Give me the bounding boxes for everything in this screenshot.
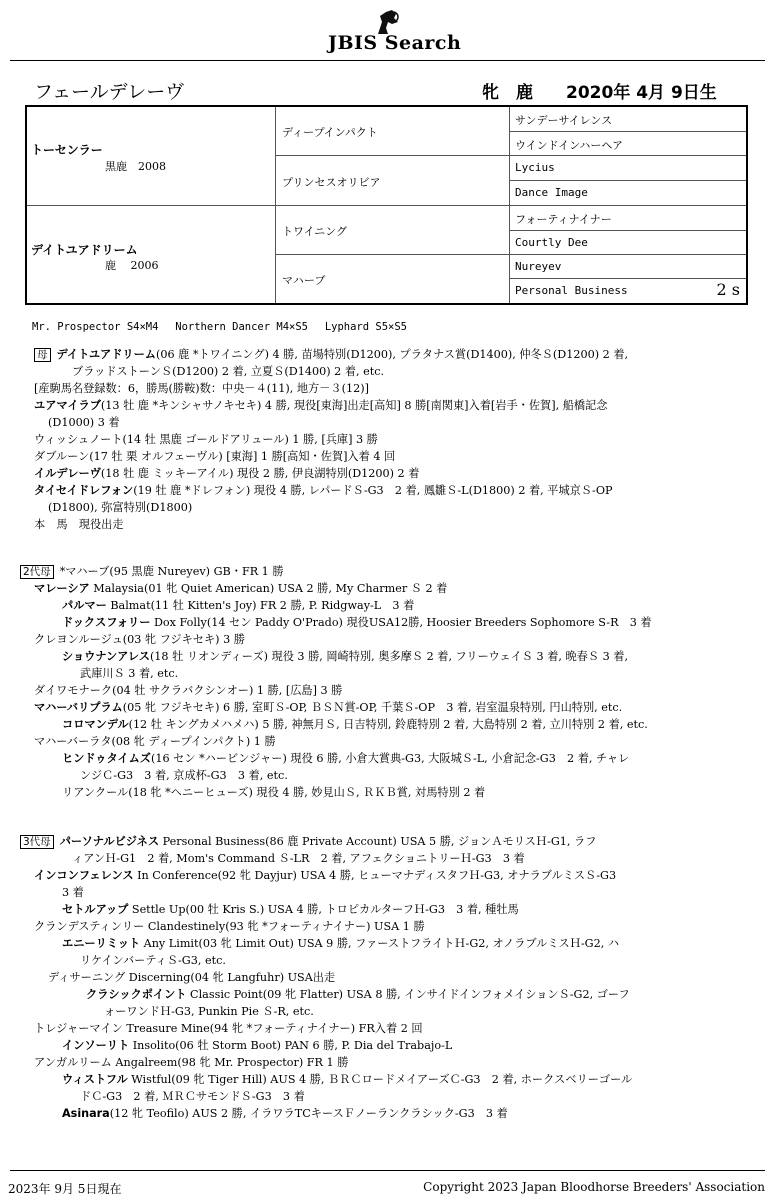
record-line <box>20 699 760 716</box>
record-line <box>20 431 760 448</box>
horse-name-link[interactable]: マハーバリプラム <box>34 701 123 714</box>
record-line <box>20 563 760 580</box>
horse-name-link[interactable]: クラシックポイント <box>86 988 187 1001</box>
record-line <box>20 499 760 516</box>
record-text: (18 牡 リオンディーズ) 現役 3 勝, 岡崎特別, 奥多摩Ｓ 2 着, フリーウェイＳ 3 着, 晩春Ｓ 3 着, <box>149 650 629 663</box>
record-text: (16 セン *ハービンジャー) 現役 6 勝, 小倉大賞典-G3, 大阪城Ｓ-L, 小倉記念-G3 2 着, チャレ <box>151 752 630 765</box>
record-line <box>20 969 760 986</box>
sds-name: Lycius <box>515 161 555 174</box>
inbreeding-note: Mr. Prospector S4×M4 Northern Dancer M4×S5 Lyphard S5×S5 <box>32 321 408 333</box>
record-text: ディサーニング Discerning(04 牝 Langfuhr) USA出走 <box>48 971 336 984</box>
record-line <box>20 580 760 597</box>
record-line <box>20 918 760 935</box>
logo-text: JBIS Search <box>328 32 462 54</box>
record-text: クレヨンルージュ(03 牝 フジキセキ) 3 勝 <box>34 633 245 646</box>
record-line <box>20 952 760 969</box>
footer-divider <box>10 1170 765 1171</box>
record-text: *マハーブ(95 黒鹿 Nureyev) GB・FR 1 勝 <box>59 565 284 578</box>
dds-name: Nureyev <box>515 260 562 273</box>
record-text: ィアンＨ-G1 2 着, Mom's Command Ｓ-LR 2 着, アフェクショニトリーＨ-G3 3 着 <box>72 852 525 865</box>
record-text: Insolito(06 牡 Storm Boot) PAN 6 勝, P. Dia del Trabajo-L <box>129 1039 453 1052</box>
record-line <box>20 516 760 533</box>
section-tag: 2代母 <box>20 565 54 579</box>
record-line <box>20 733 760 750</box>
dsd-name: Courtly Dee <box>515 236 588 249</box>
record-line <box>20 1003 760 1020</box>
record-line <box>20 346 760 363</box>
record-line <box>20 414 760 431</box>
record-text: Balmat(11 牡 Kitten's Joy) FR 2 勝, P. Ridgway-L 3 着 <box>106 599 415 612</box>
pedigree-ds-cell[interactable] <box>276 206 510 255</box>
record-line <box>20 716 760 733</box>
record-line <box>20 884 760 901</box>
record-text: (18 牡 鹿 ミッキーアイル) 現役 2 勝, 伊良湖特別(D1200) 2 着 <box>100 467 420 480</box>
record-text: アンガルリーム Angalreem(98 牝 Mr. Prospector) FR 1 勝 <box>34 1056 349 1069</box>
horse-name-link[interactable]: イルデレーヴ <box>34 467 101 480</box>
record-text: マハーバーラタ(08 牝 ディープインパクト) 1 勝 <box>34 735 276 748</box>
jbis-search-logo[interactable] <box>328 8 468 54</box>
horse-name-link[interactable]: Asinara <box>62 1107 110 1120</box>
record-line <box>20 682 760 699</box>
horse-name-link[interactable]: パーソナルビジネス <box>59 835 160 848</box>
pedigree-sds-cell[interactable] <box>510 156 746 181</box>
dss-name: フォーティナイナー <box>515 213 612 226</box>
pedigree-sdd-cell[interactable] <box>510 181 746 206</box>
pedigree-sire-cell[interactable] <box>27 107 276 206</box>
record-text: クランデスティンリー Clandestinely(93 牝 *フォーティナイナー) USA 1 勝 <box>34 920 425 933</box>
pedigree-dds-cell[interactable] <box>510 255 746 279</box>
sire-color-year: 黒鹿 2008 <box>105 160 166 173</box>
horse-name-link[interactable]: デイトユアドリーム <box>56 348 156 361</box>
record-line <box>20 784 760 801</box>
section-tag: 母 <box>34 348 51 362</box>
record-text: Dox Folly(14 セン Paddy O'Prado) 現役USA12勝, Hoosier Breeders Sophomore S-R 3 着 <box>150 616 652 629</box>
record-text: Classic Point(09 牝 Flatter) USA 8 勝, インサイドインフォメイションＳ-G2, ゴーフ <box>186 988 630 1001</box>
pedigree-table <box>25 105 748 305</box>
section-tag: 3代母 <box>20 835 54 849</box>
record-text: ダイワモナーク(04 牡 サクラバクシンオー) 1 勝, [広島] 3 勝 <box>34 684 343 697</box>
horse-name-link[interactable]: インソーリト <box>62 1039 130 1052</box>
record-line <box>20 465 760 482</box>
record-text: 武庫川Ｓ 3 着, etc. <box>80 667 179 680</box>
record-text: ォーワンドＨ-G3, Punkin Pie Ｓ-R, etc. <box>104 1005 314 1018</box>
record-line <box>20 1020 760 1037</box>
horse-name-link[interactable]: ウィストフル <box>62 1073 128 1086</box>
record-text: (05 牝 フジキセキ) 6 勝, 室町Ｓ-OP, ＢＳＮ賞-OP, 千葉Ｓ-OP 3 着, 岩室温泉特別, 円山特別, etc. <box>122 701 623 714</box>
ssd-name: ウインドインハーヘア <box>515 139 624 152</box>
record-line <box>20 614 760 631</box>
second-dam-section <box>20 563 760 801</box>
record-text: リケインバーティＳ-G3, etc. <box>80 954 226 967</box>
pedigree-dsd-cell[interactable] <box>510 231 746 255</box>
dd-name: マハーブ <box>282 274 326 287</box>
sdd-name: Dance Image <box>515 186 588 199</box>
horse-name-link[interactable]: ドックスフォリー <box>62 616 151 629</box>
record-text: (D1000) 3 着 <box>48 416 120 429</box>
ds-name: トワイニング <box>282 225 348 238</box>
sss-name: サンデーサイレンス <box>515 114 613 127</box>
pedigree-dss-cell[interactable] <box>510 206 746 231</box>
horse-birth-date: 2020年 4月 9日生 <box>566 83 717 103</box>
record-text: トレジャーマイン Treasure Mine(94 牝 *フォーティナイナー) FR入着 2 回 <box>34 1022 423 1035</box>
record-line <box>20 397 760 414</box>
horse-name-link[interactable]: ユアマイラブ <box>34 399 101 412</box>
horse-name-link[interactable]: タイセイドレフォン <box>34 484 134 497</box>
footer-date: 2023年 9月 5日現在 <box>8 1182 122 1196</box>
record-line <box>20 631 760 648</box>
record-line <box>20 867 760 884</box>
record-line <box>20 1054 760 1071</box>
record-text: (D1800), 弥富特別(D1800) <box>48 501 193 514</box>
record-text: (12 牡 キングカメハメハ) 5 勝, 神無月Ｓ, 日吉特別, 鈴鹿特別 2 着, 大島特別 2 着, 立川特別 2 着, etc. <box>128 718 648 731</box>
ddd-name: Personal Business <box>515 284 628 297</box>
record-text: ンジＣ-G3 3 着, 京成杯-G3 3 着, etc. <box>80 769 288 782</box>
record-text: Wistful(09 牝 Tiger Hill) AUS 4 勝, ＢＲＣロードメイアーズＣ-G3 2 着, ホークスベリーゴール <box>127 1073 633 1086</box>
pedigree-ddd-cell[interactable] <box>510 279 746 303</box>
pedigree-ss-cell[interactable] <box>276 107 510 156</box>
horse-name-link[interactable]: ショウナンアレス <box>62 650 150 663</box>
record-line <box>20 482 760 499</box>
pedigree-sd-cell[interactable] <box>276 156 510 206</box>
record-text: (12 牝 Teofilo) AUS 2 勝, イラワラTCキースＦノーランクラシック-G3 3 着 <box>109 1107 508 1120</box>
horse-name-link[interactable]: ヒンドゥタイムズ <box>62 752 151 765</box>
horse-name-link[interactable]: インコンフェレンス <box>34 869 134 882</box>
record-text: ブラッドストーンＳ(D1200) 2 着, 立夏Ｓ(D1400) 2 着, etc. <box>72 365 385 378</box>
record-text: (06 鹿 *トワイニング) 4 勝, 苗場特別(D1200), プラタナス賞(D1400), 仲冬Ｓ(D1200) 2 着, <box>155 348 629 361</box>
record-line <box>20 363 760 380</box>
horse-color: 鹿 <box>516 83 533 103</box>
record-line <box>20 850 760 867</box>
record-line <box>20 1037 760 1054</box>
dam-section <box>20 346 760 533</box>
record-text: Any Limit(03 牝 Limit Out) USA 9 勝, ファーストフライトＨ-G2, オノラブルミスＨ-G2, ハ <box>140 937 620 950</box>
record-text: ウィッシュノート(14 牡 黒鹿 ゴールドアリュール) 1 勝, [兵庫] 3 勝 <box>34 433 378 446</box>
record-line <box>20 448 760 465</box>
record-text: 本 馬 現役出走 <box>34 518 124 531</box>
horse-sex: 牝 <box>482 83 499 103</box>
horse-name-link[interactable]: エニーリミット <box>62 937 141 950</box>
pedigree-ssd-cell[interactable] <box>510 132 746 156</box>
record-text: ダブルーン(17 牡 栗 オルフェーヴル) [東海] 1 勝[高知・佐賀]入着 4 回 <box>34 450 396 463</box>
record-line <box>20 833 760 850</box>
dam-color-year: 鹿 2006 <box>105 259 159 272</box>
record-text: [産駒馬名登録数：6，勝馬(勝鞍)数：中央－４(11), 地方－３(12)] <box>34 382 369 395</box>
family-number: 2 s <box>716 280 740 299</box>
horse-name-link[interactable]: パルマー <box>62 599 107 612</box>
horse-name: フェールデレーヴ <box>34 81 185 103</box>
record-text: (19 牡 鹿 *ドレフォン) 現役 4 勝, レパードＳ-G3 2 着, 鳳雛Ｓ-L(D1800) 2 着, 平城京Ｓ-OP <box>133 484 613 497</box>
record-line <box>20 380 760 397</box>
header-divider <box>10 60 765 61</box>
record-line <box>20 986 760 1003</box>
pedigree-dd-cell[interactable] <box>276 255 510 303</box>
record-line <box>20 750 760 767</box>
record-text: Malaysia(01 牝 Quiet American) USA 2 勝, My Charmer Ｓ 2 着 <box>89 582 448 595</box>
record-line <box>20 1071 760 1088</box>
record-text: ドＣ-G3 2 着, ＭＲＣサモンドＳ-G3 3 着 <box>80 1090 305 1103</box>
horse-name-link[interactable]: コロマンデル <box>62 718 129 731</box>
footer-copyright: Copyright 2023 Japan Bloodhorse Breeders' Association <box>423 1180 765 1194</box>
pedigree-dam-cell[interactable] <box>27 206 276 303</box>
pedigree-sss-cell[interactable] <box>510 107 746 132</box>
sd-name: プリンセスオリビア <box>282 176 381 189</box>
record-line <box>20 1088 760 1105</box>
record-line <box>20 597 760 614</box>
dam-name: デイトユアドリーム <box>31 243 138 257</box>
record-line <box>20 1105 760 1122</box>
record-text: (13 牡 鹿 *キンシャサノキセキ) 4 勝, 現役[東海]出走[高知] 8 勝[南関東]入着[岩手・佐賀], 船橋記念 <box>100 399 608 412</box>
ss-name: ディープインパクト <box>282 126 378 139</box>
record-line <box>20 665 760 682</box>
record-line <box>20 935 760 952</box>
record-text: In Conference(92 牝 Dayjur) USA 4 勝, ヒューマナディスタフＨ-G3, オナラブルミスＳ-G3 <box>133 869 617 882</box>
record-text: Personal Business(86 鹿 Private Account) USA 5 勝, ジョンＡモリスＨ-G1, ラフ <box>159 835 597 848</box>
record-line <box>20 901 760 918</box>
record-text: 3 着 <box>62 886 84 899</box>
horse-name-link[interactable]: セトルアップ <box>62 903 129 916</box>
horse-name-link[interactable]: マレーシア <box>34 582 90 595</box>
third-dam-section <box>20 833 760 1122</box>
sire-name: トーセンラー <box>31 143 103 157</box>
record-text: リアンクール(18 牝 *ヘニーヒューズ) 現役 4 勝, 妙見山Ｓ, ＲＫＢ賞, 対馬特別 2 着 <box>62 786 486 799</box>
record-line <box>20 648 760 665</box>
record-text: Settle Up(00 牡 Kris S.) USA 4 勝, トロピカルターフＨ-G3 3 着, 種牡馬 <box>128 903 519 916</box>
record-line <box>20 767 760 784</box>
